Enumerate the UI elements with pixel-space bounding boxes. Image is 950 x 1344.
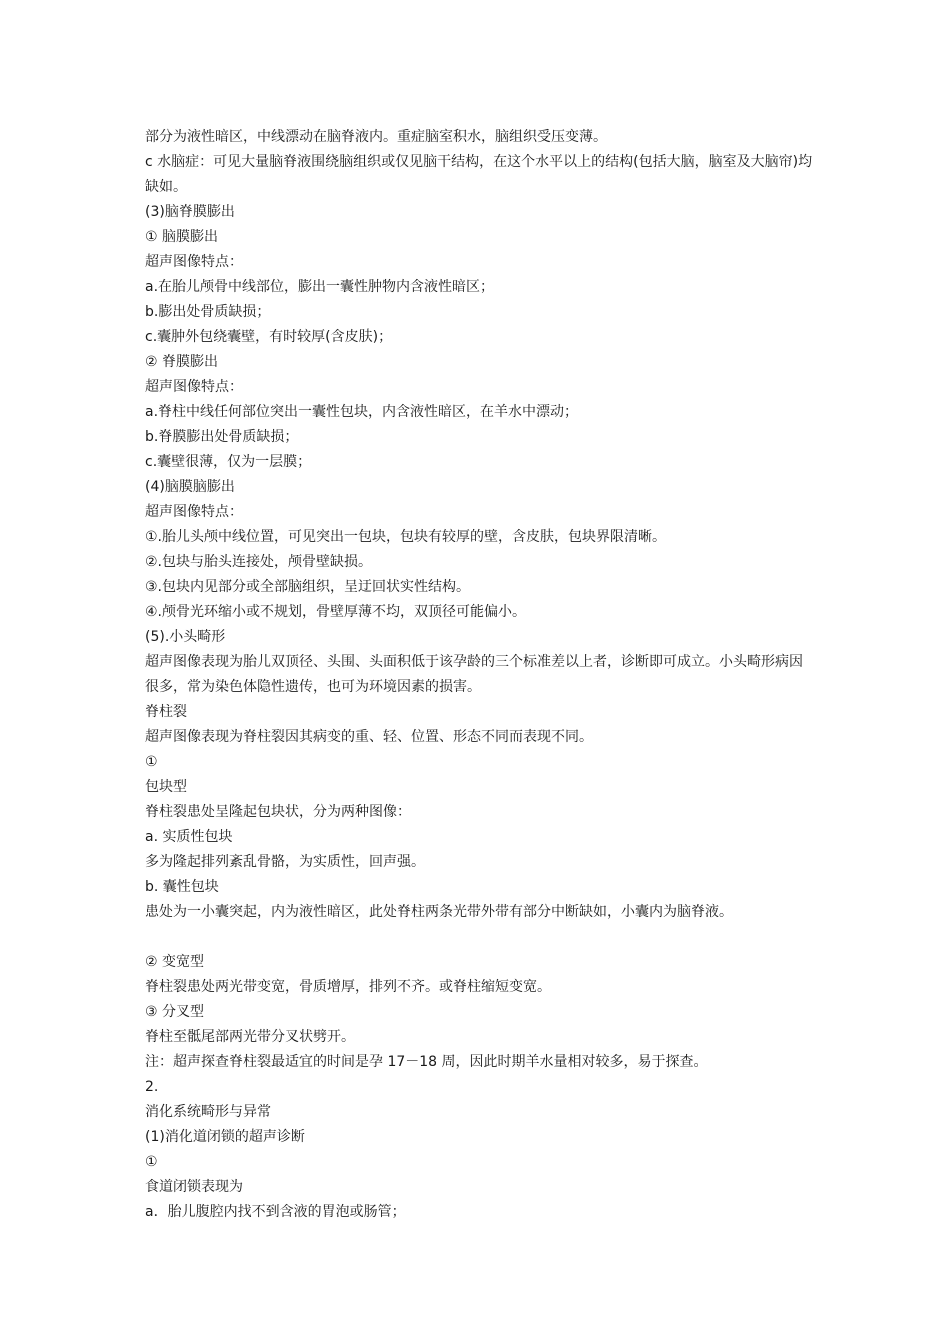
section-heading: (4)脑膜脑膨出 — [145, 479, 235, 495]
text-paragraph: c 水脑症：可见大量脑脊液围绕脑组织或仅见脑干结构，在这个水平以上的结构(包括大脑，脑室及大脑帘)均缺如。 — [145, 154, 813, 195]
list-item: a.在胎儿颅骨中线部位，膨出一囊性肿物内含液性暗区； — [145, 279, 495, 295]
text-line: 脊柱裂患处呈隆起包块状，分为两种图像： — [145, 804, 411, 820]
section-heading: (1)消化道闭锁的超声诊断 — [145, 1129, 305, 1145]
list-item: a. 实质性包块 — [145, 829, 233, 845]
list-item: ④.颅骨光环缩小或不规划，骨壁厚薄不均，双顶径可能偏小。 — [145, 604, 526, 620]
subsection-heading: ② 脊膜膨出 — [145, 354, 219, 370]
text-line: 超声图像特点： — [145, 504, 243, 520]
text-paragraph: 超声图像表现为胎儿双顶径、头围、头面积低于该孕龄的三个标准差以上者，诊断即可成立。小头畸形病因很多，常为染色体隐性遗传，也可为环境因素的损害。 — [145, 654, 803, 695]
text-line: 患处为一小囊突起，内为液性暗区，此处脊柱两条光带外带有部分中断缺如，小囊内为脑脊液。 — [145, 904, 733, 920]
section-heading: (3)脑脊膜膨出 — [145, 204, 235, 220]
blank-line — [145, 925, 815, 950]
list-item: a.脊柱中线任何部位突出一囊性包块，内含液性暗区，在羊水中漂动； — [145, 404, 579, 420]
subsection-marker: ① — [145, 754, 158, 770]
list-item: b.膨出处骨质缺损； — [145, 304, 271, 320]
list-item: c.囊肿外包绕囊壁，有时较厚(含皮肤)； — [145, 329, 393, 345]
text-line: 超声图像特点： — [145, 379, 243, 395]
subsection-heading: ② 变宽型 — [145, 954, 205, 970]
list-item: ③.包块内见部分或全部脑组织，呈迂回状实性结构。 — [145, 579, 470, 595]
list-item: a．胎儿腹腔内找不到含液的胃泡或肠管； — [145, 1204, 406, 1220]
subsection-marker: ① — [145, 1154, 158, 1170]
text-line: 脊柱至骶尾部两光带分叉状劈开。 — [145, 1029, 355, 1045]
list-item: b. 囊性包块 — [145, 879, 219, 895]
list-item: ②.包块与胎头连接处，颅骨壁缺损。 — [145, 554, 373, 570]
list-item: c.囊壁很薄，仅为一层膜； — [145, 454, 312, 470]
text-line: 超声图像表现为脊柱裂因其病变的重、轻、位置、形态不同而表现不同。 — [145, 729, 593, 745]
list-item: b.脊膜膨出处骨质缺损； — [145, 429, 299, 445]
text-line: 食道闭锁表现为 — [145, 1179, 243, 1195]
text-line: 部分为液性暗区，中线漂动在脑脊液内。重症脑室积水，脑组织受压变薄。 — [145, 129, 607, 145]
section-heading: (5).小头畸形 — [145, 629, 226, 645]
document-body — [145, 125, 815, 1225]
subsection-heading: ① 脑膜膨出 — [145, 229, 219, 245]
note-line: 注：超声探查脊柱裂最适宜的时间是孕 17－18 周，因此时期羊水量相对较多，易于探查。 — [145, 1054, 708, 1070]
subsection-heading: ③ 分叉型 — [145, 1004, 205, 1020]
text-line: 脊柱裂患处两光带变宽，骨质增厚，排列不齐。或脊柱缩短变宽。 — [145, 979, 551, 995]
text-line: 超声图像特点： — [145, 254, 243, 270]
list-item: ①.胎儿头颅中线位置，可见突出一包块，包块有较厚的壁，含皮肤，包块界限清晰。 — [145, 529, 666, 545]
section-number: 2. — [145, 1079, 159, 1095]
text-line: 多为隆起排列紊乱骨骼，为实质性，回声强。 — [145, 854, 425, 870]
subsection-heading: 包块型 — [145, 779, 187, 795]
section-heading: 脊柱裂 — [145, 704, 187, 720]
section-heading: 消化系统畸形与异常 — [145, 1104, 271, 1120]
